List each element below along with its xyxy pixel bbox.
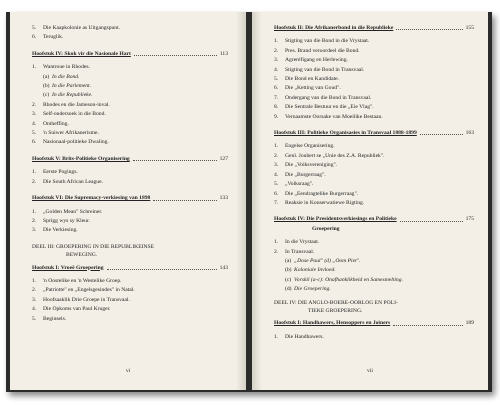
- toc-item: 8. Die Sentrale Bestuur en die „Eie Vlag".: [274, 104, 374, 111]
- toc-item: 1. 'n Oostelike en 'n Westelike Groep.: [32, 277, 122, 284]
- toc-item: 1. Eerste Pogings.: [32, 169, 78, 176]
- toc-item: 2. Die South African League.: [32, 178, 103, 185]
- toc-item: 2. Sprigg wys sy Kleur.: [32, 217, 90, 224]
- toc-item: 3. Agreréfigang en Herlewing.: [274, 57, 348, 64]
- book-spread: [6, 12, 492, 392]
- toc-item: 1. „Golden Mean" Schreiner.: [32, 208, 103, 215]
- toc-item: 6. Die „Ketting van Goud".: [274, 85, 341, 92]
- toc-subitem: (c) In die Republieke.: [43, 92, 93, 99]
- toc-item: 6. Die „Eendragtelike Burgerraag".: [274, 190, 359, 197]
- chapter-heading: Hoofstuk V: Brits-Politieke Organisering 127: [32, 155, 228, 162]
- toc-item: 1. Engelse Organisering.: [274, 143, 335, 150]
- chapter-heading: Hoofstuk I: Vroeë Groepering 143: [32, 264, 228, 271]
- toc-item: 3. Die „Volksvereniging".: [274, 162, 338, 169]
- chapter-heading: Hoofstuk IV: Die Presidentsverkiesings en Politieke 175: [274, 216, 474, 223]
- toc-item: 1. In die Vrystaat.: [274, 239, 320, 246]
- chapter-heading: Hoofstuk VI: Die Supremacy-verkiesing van 1898 133: [32, 195, 228, 202]
- toc-item: 1. Die Handhawers.: [274, 333, 324, 340]
- gutter-shadow: [236, 12, 246, 390]
- toc-item: 5. Die Bond en Kandidate.: [274, 76, 340, 83]
- toc-item: 9. Vernaamste Oorsake van Moeilike Bestaan.: [274, 113, 383, 120]
- toc-subitem: (c) Vorskil (a-c): Onafhanklikheid en Samesmelting.: [285, 276, 403, 283]
- toc-subitem: (a) „Dose Paul" (d) „Oom Piet".: [285, 257, 361, 264]
- toc-item: 2. Rhodes en die Jameson-inval.: [32, 101, 110, 108]
- part-heading: DEEL III: GROEPERING IN DIE REPUBLIKEINSE BEWEGING.: [32, 243, 155, 259]
- toc-item: 4. Die „Burgerraag".: [274, 171, 326, 178]
- toc-item: 2. Pres. Brand veroordeel die Bond.: [274, 47, 360, 54]
- toc-item: 5. Beginsels.: [32, 315, 67, 322]
- toc-item: 6. Teruglik.: [32, 34, 64, 41]
- chapter-heading: Hoofstuk III: Politieke Organisasies in Transvaal 1888-1899 163: [274, 130, 474, 137]
- chapter-heading: Hoofstuk II: Die Afrikanerbond in die Republieke 155: [274, 25, 474, 31]
- toc-item: 7. Ondergang van die Bond in Transvaal.: [274, 94, 372, 101]
- toc-item: 2. In Transvaal.: [274, 248, 315, 255]
- toc-subitem: (b) In die Parlement.: [43, 83, 91, 90]
- page-number: vi: [125, 368, 131, 374]
- part-heading: DEEL IV: DIE ANGLO-BOERE-OORLOG EN POLI- TIEKE GROEPERING.: [274, 299, 398, 314]
- toc-item: 5. 'n Suiwer Afrikanerisme.: [32, 130, 99, 137]
- toc-item: 3. Hoofsaaklik Drie Groepe in Transvaal.: [32, 296, 130, 303]
- chapter-heading: Hoofstuk IV: Skok vir die Nasionale Hart 113: [32, 50, 228, 57]
- toc-item: 3. Self-ondersoek in die Bond.: [32, 111, 106, 118]
- page-number: vii: [367, 368, 373, 374]
- toc-item: 4. Stigting van die Bond in Transvaal.: [274, 66, 365, 73]
- toc-item: 5. Die Kaapkolonie as Uitgangspunt.: [32, 25, 121, 31]
- toc-item: 4. Die Opkoms van Paul Kruger.: [32, 306, 111, 313]
- toc-subitem: (b) Koloniale Invloed.: [285, 267, 336, 274]
- toc-subitem: (a) In die Bond.: [43, 73, 80, 80]
- toc-item: 5. „Volksraag".: [274, 181, 314, 188]
- toc-subitem: (d) Die Groepering.: [285, 286, 331, 293]
- toc-item: 7. Reaksie in Konserwatiewe Rigting.: [274, 199, 365, 206]
- toc-item: 2. „Patriotte" en „Engelsgesindes" in Natal.: [32, 287, 135, 294]
- gutter-shadow: [252, 12, 262, 390]
- left-page: [10, 12, 246, 390]
- toc-item: 2. Genl. Joubert se „Unie des Z.A. Republiek".: [274, 152, 385, 159]
- toc-item: 1. Wantroue in Rhodes.: [32, 64, 90, 71]
- right-page: [252, 12, 488, 390]
- toc-item: 1. Stigting van die Bond in die Vrystaat.: [274, 38, 370, 45]
- toc-item: 6. Nasionaal-politieke Dwaling.: [32, 139, 109, 146]
- chapter-heading: Hoofstuk I: Handhawers, Hensoppers en Joiners 189: [274, 320, 474, 327]
- chapter-heading-continued: Groepering: [312, 225, 340, 232]
- toc-item: 3. Die Verkiesing.: [32, 227, 78, 234]
- toc-item: 4. Ontheffing.: [32, 120, 69, 127]
